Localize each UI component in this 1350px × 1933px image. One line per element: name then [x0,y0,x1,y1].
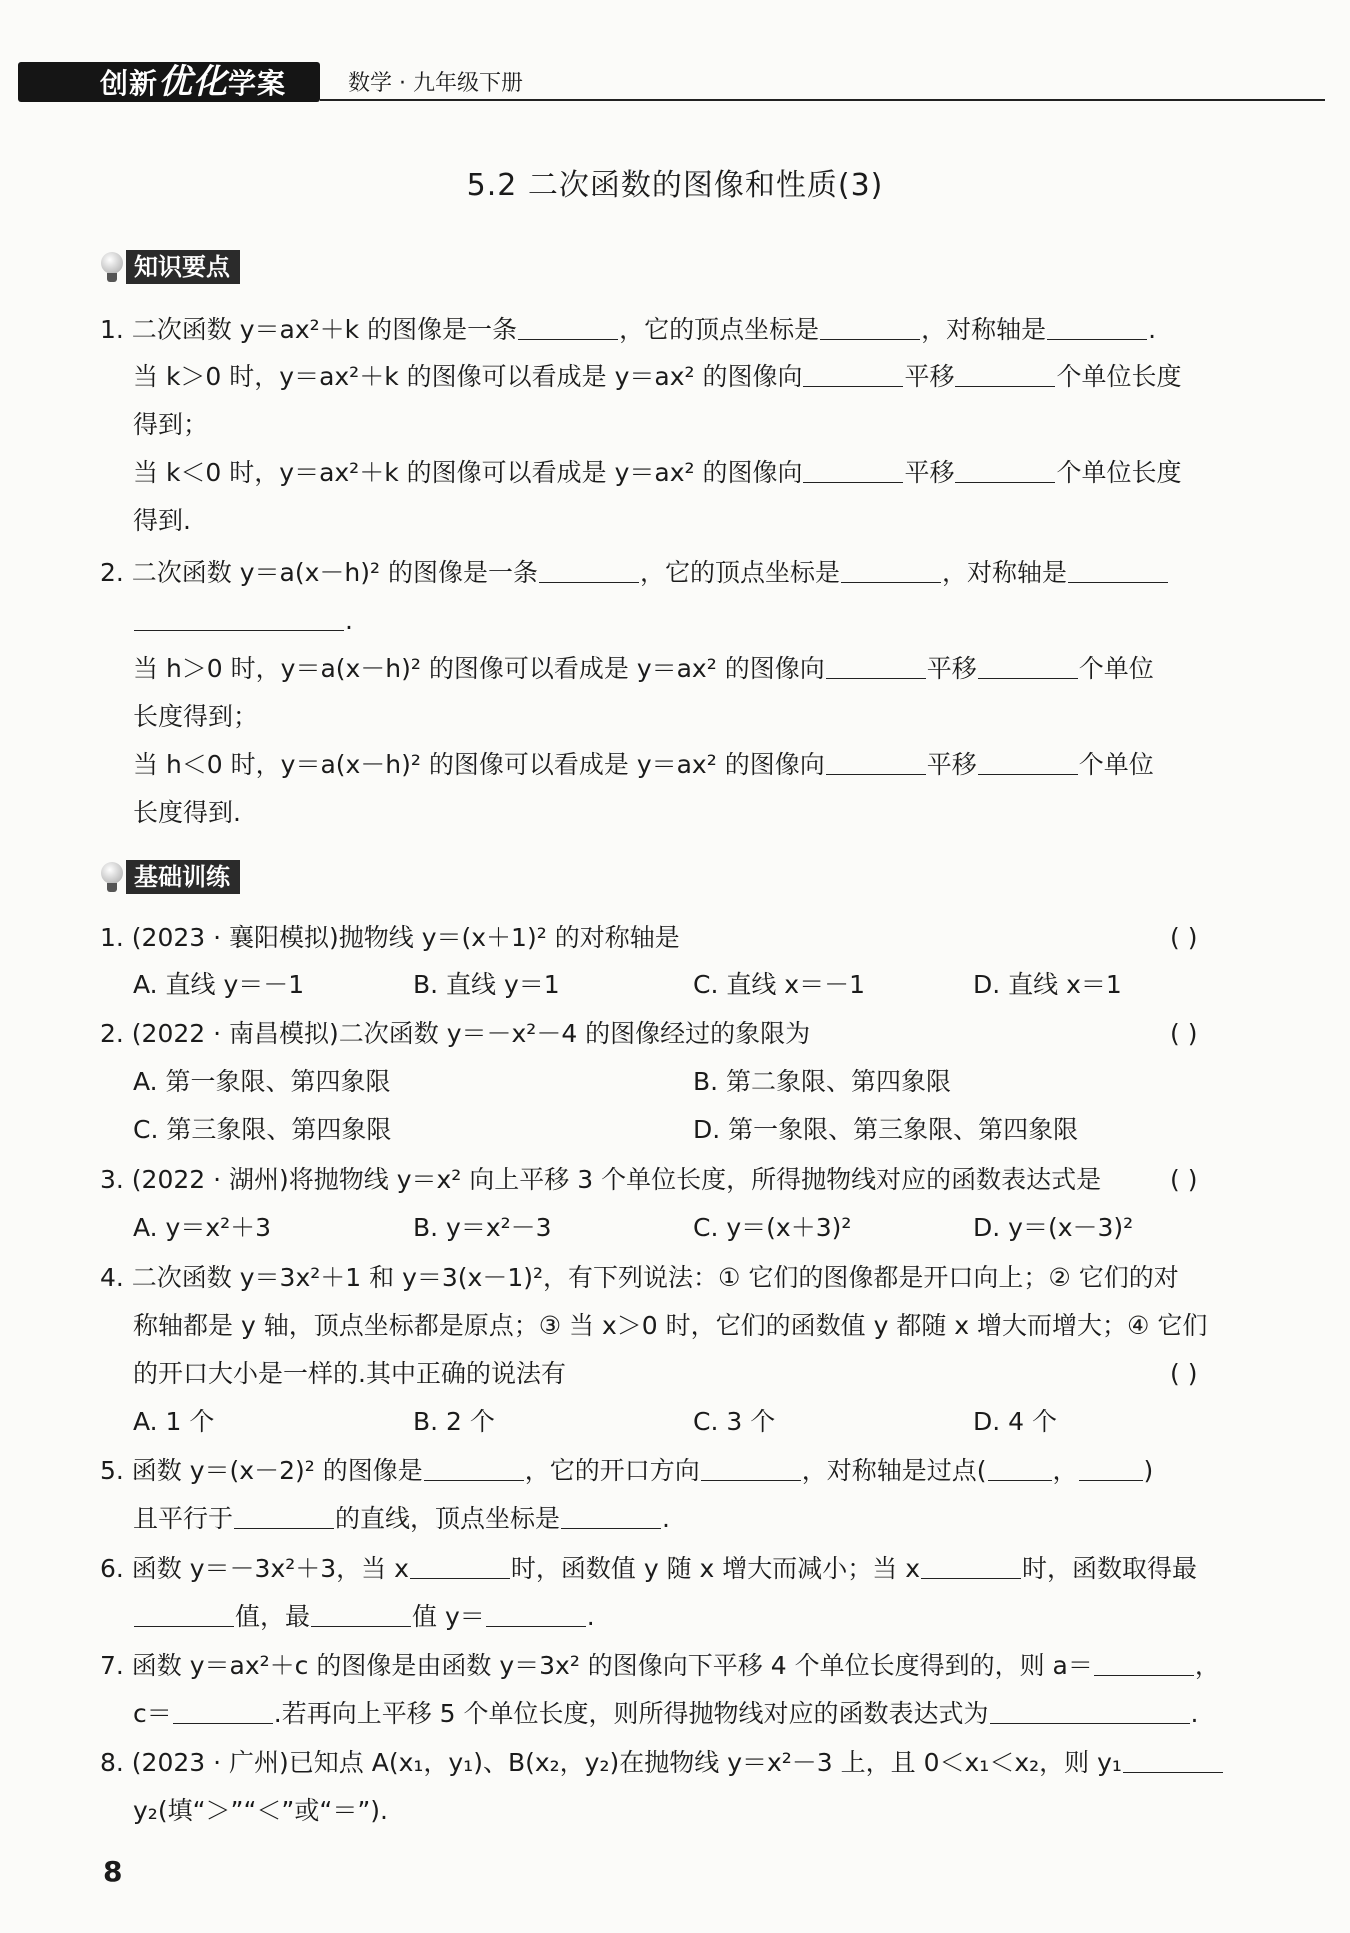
page-title: 5.2 二次函数的图像和性质(3) [466,168,884,203]
q3-option-b[interactable]: B. y＝x²－3 [413,1213,552,1242]
knowledge-item-1-line-5: 得到. [133,506,191,535]
answer-blank[interactable] [978,652,1078,679]
knowledge-item-2-line-5: 当 h＜0 时，y＝a(x－h)² 的图像可以看成是 y＝ax² 的图像向 平移 个单位 [133,750,1154,779]
q2-option-c[interactable]: C. 第三象限、第四象限 [133,1115,392,1144]
answer-blank[interactable] [990,1697,1190,1724]
answer-blank[interactable] [803,456,903,483]
q2-option-d[interactable]: D. 第一象限、第三象限、第四象限 [693,1115,1079,1144]
question-1-stem: 1. (2023 · 襄阳模拟)抛物线 y＝(x＋1)² 的对称轴是 [100,923,680,952]
q4-option-a[interactable]: A. 1 个 [133,1407,215,1436]
question-7-line-2: c＝ .若再向上平移 5 个单位长度，则所得抛物线对应的函数表达式为 . [133,1699,1199,1728]
answer-blank[interactable] [1068,556,1168,583]
answer-blank[interactable] [561,1502,661,1529]
knowledge-item-2-line-6: 长度得到. [133,798,241,827]
answer-blank[interactable] [820,313,920,340]
q4-option-d[interactable]: D. 4 个 [973,1407,1057,1436]
q3-option-c[interactable]: C. y＝(x＋3)² [693,1213,852,1242]
answer-blank[interactable] [486,1600,586,1627]
knowledge-item-2-line-1: 2. 二次函数 y＝a(x－h)² 的图像是一条 ，它的顶点坐标是 ，对称轴是 [100,555,1169,591]
answer-blank[interactable] [921,1552,1021,1579]
knowledge-item-1-line-3: 得到； [133,410,209,439]
answer-blank[interactable] [955,456,1055,483]
answer-parentheses[interactable]: ( ) [1170,1165,1198,1194]
q1-option-a[interactable]: A. 直线 y＝－1 [133,970,305,999]
question-4-stem-line-1: 4. 二次函数 y＝3x²＋1 和 y＝3(x－1)²，有下列说法：① 它们的图像都是开口向上；② 它们的对 [100,1263,1179,1292]
lightbulb-icon [100,860,126,894]
section-heading-knowledge: 知识要点 [100,250,240,284]
answer-blank[interactable] [173,1697,273,1724]
q3-option-d[interactable]: D. y＝(x－3)² [973,1213,1134,1242]
knowledge-item-2-line-3: 当 h＞0 时，y＝a(x－h)² 的图像可以看成是 y＝ax² 的图像向 平移 个单位 [133,654,1154,683]
q2-option-b[interactable]: B. 第二象限、第四象限 [693,1067,952,1096]
question-2-stem: 2. (2022 · 南昌模拟)二次函数 y＝－x²－4 的图像经过的象限为 [100,1019,811,1048]
question-5-line-2: 且平行于 的直线，顶点坐标是 . [133,1504,670,1533]
answer-blank[interactable] [826,748,926,775]
answer-blank[interactable] [988,1454,1052,1481]
knowledge-item-2-line-2: . [133,603,353,639]
q3-option-a[interactable]: A. y＝x²＋3 [133,1213,272,1242]
question-8-line-2: y₂(填“＞”“＜”或“＝”). [133,1796,388,1825]
subject-label: 数学 · 九年级下册 [348,71,523,96]
answer-blank[interactable] [134,1600,234,1627]
answer-blank[interactable] [1079,1454,1143,1481]
knowledge-item-1-line-2: 当 k＞0 时，y＝ax²＋k 的图像可以看成是 y＝ax² 的图像向 平移 个单位长度 [133,362,1182,391]
q1-option-d[interactable]: D. 直线 x＝1 [973,970,1122,999]
brand-logo: 创新优化学案 [100,62,287,102]
question-4-stem-line-3: 的开口大小是一样的.其中正确的说法有 [133,1359,566,1388]
answer-blank[interactable] [841,556,941,583]
answer-blank[interactable] [234,1502,334,1529]
question-5-line-1: 5. 函数 y＝(x－2)² 的图像是 ，它的开口方向 ，对称轴是过点( ， ) [100,1456,1154,1485]
q1-option-b[interactable]: B. 直线 y＝1 [413,970,560,999]
question-6-line-2: 值，最 值 y＝ . [133,1599,595,1635]
answer-parentheses[interactable]: ( ) [1170,1019,1198,1048]
question-4-stem-line-2: 称轴都是 y 轴，顶点坐标都是原点；③ 当 x＞0 时，它们的函数值 y 都随 x 增大而增大；④ 它们 [133,1311,1208,1340]
header-rule [320,99,1325,101]
answer-blank[interactable] [410,1552,510,1579]
lightbulb-icon [100,250,126,284]
answer-blank[interactable] [424,1454,524,1481]
question-3-stem: 3. (2022 · 湖州)将抛物线 y＝x² 向上平移 3 个单位长度，所得抛物线对应的函数表达式是 [100,1165,1102,1194]
answer-blank[interactable] [826,652,926,679]
answer-parentheses[interactable]: ( ) [1170,1359,1198,1388]
answer-blank[interactable] [311,1600,411,1627]
question-6-line-1: 6. 函数 y＝－3x²＋3，当 x 时，函数值 y 随 x 增大而减小；当 x 时，函数取得最 [100,1554,1198,1583]
answer-blank[interactable] [134,604,344,631]
q2-option-a[interactable]: A. 第一象限、第四象限 [133,1067,391,1096]
knowledge-item-2-line-4: 长度得到； [133,702,259,731]
answer-blank[interactable] [701,1454,801,1481]
answer-parentheses[interactable]: ( ) [1170,923,1198,952]
answer-blank[interactable] [955,360,1055,387]
page-number: 8 [103,1855,123,1888]
answer-blank[interactable] [978,748,1078,775]
q4-option-c[interactable]: C. 3 个 [693,1407,776,1436]
answer-blank[interactable] [1047,313,1147,340]
q1-option-c[interactable]: C. 直线 x＝－1 [693,970,865,999]
q4-option-b[interactable]: B. 2 个 [413,1407,495,1436]
section-heading-basic: 基础训练 [100,860,240,894]
answer-blank[interactable] [1123,1746,1223,1773]
question-7-line-1: 7. 函数 y＝ax²＋c 的图像是由函数 y＝3x² 的图像向下平移 4 个单位长度得到的，则 a＝ ， [100,1651,1220,1680]
knowledge-item-1-line-4: 当 k＜0 时，y＝ax²＋k 的图像可以看成是 y＝ax² 的图像向 平移 个单位长度 [133,458,1182,487]
answer-blank[interactable] [803,360,903,387]
answer-blank[interactable] [539,556,639,583]
answer-blank[interactable] [518,313,618,340]
question-8-line-1: 8. (2023 · 广州)已知点 A(x₁，y₁)、B(x₂，y₂)在抛物线 y＝x²－3 上，且 0＜x₁＜x₂，则 y₁ [100,1745,1224,1781]
answer-blank[interactable] [1094,1649,1194,1676]
knowledge-item-1-line-1: 1. 二次函数 y＝ax²＋k 的图像是一条 ，它的顶点坐标是 ，对称轴是 . [100,315,1157,344]
